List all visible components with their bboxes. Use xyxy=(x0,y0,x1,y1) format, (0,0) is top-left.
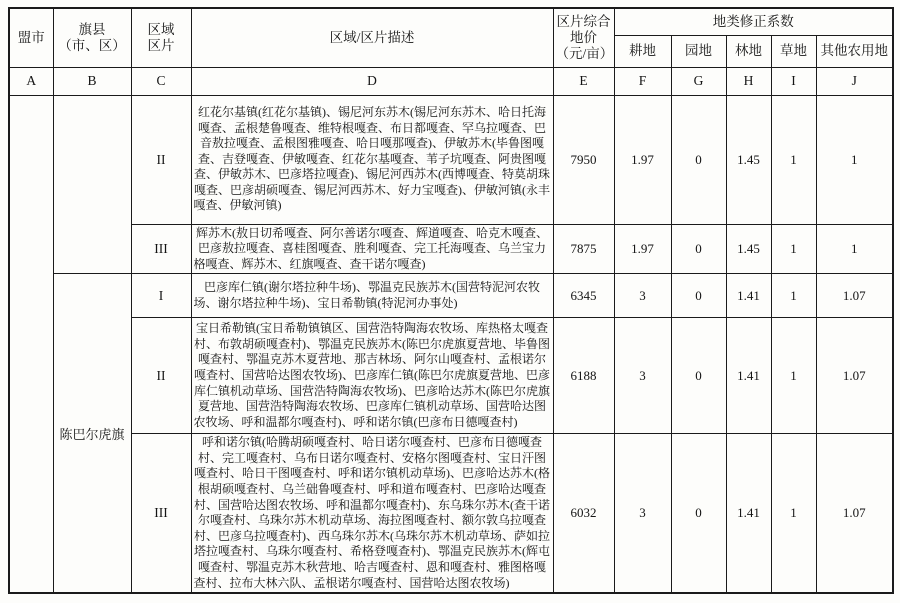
coef-garden-cell: 0 xyxy=(671,434,726,593)
coef-forest-cell: 1.45 xyxy=(726,95,771,224)
coef-grassland-cell: 1 xyxy=(771,95,816,224)
description-cell: 红花尔基镇(红花尔基镇)、锡尼河东苏木(锡尼河东苏木、哈日托海嘎查、孟根楚鲁嘎查、维特根嘎查、布日都嘎查、罕乌拉嘎查、巴音敖拉嘎查、孟根图雅嘎查、哈日嘎那嘎查)、伊敏苏木(毕鲁图嘎查、吉登嘎查、伊敏嘎查、红花尔基嘎查、苇子坑嘎查、阿贵图嘎查、伊敏苏木、巴彦塔拉嘎查)、锡尼河西苏木(西博嘎查、特莫胡珠嘎查、巴彦胡硕嘎查、锡尼河西苏木、好力宝嘎查)、伊敏河镇(永丰嘎查、伊敏河镇) xyxy=(191,95,553,224)
header-price-line1: 区片综合 xyxy=(556,13,611,29)
table-row xyxy=(9,318,893,434)
description-cell: 宝日希勒镇(宝日希勒镇镇区、国营浩特陶海农牧场、库热格太嘎查村、布敦胡硕嘎查村)、鄂温克民族苏木(陈巴尔虎旗夏营地、毕鲁图嘎查村、鄂温克苏木夏营地、那吉林场、阿尔山嘎查村、孟根诺尔嘎查村、国营哈达图农牧场)、巴彦库仁镇(陈巴尔虎旗夏营地、巴彦库仁镇机动草场、国营浩特陶海农牧场)、巴彦哈达苏木(陈巴尔虎旗夏营地、国营浩特陶海农牧场、巴彦库仁镇机动草场、国营哈达图农牧场、呼和温都尔嘎查村)、呼和诺尔镇(巴彦布日德嘎查村) xyxy=(191,318,553,434)
coef-garden-cell: 0 xyxy=(671,318,726,434)
header-quyu-qupian xyxy=(131,8,191,67)
coef-other-cell: 1.07 xyxy=(816,274,893,318)
price-cell: 7875 xyxy=(553,224,614,274)
coef-grassland-cell: 1 xyxy=(771,274,816,318)
coef-other-cell: 1.07 xyxy=(816,434,893,593)
coef-garden-cell: 0 xyxy=(671,274,726,318)
header-coef-farmland: 耕地 xyxy=(614,35,671,67)
header-coef-forest: 林地 xyxy=(726,35,771,67)
column-letter-c: C xyxy=(131,67,191,95)
coef-forest-cell: 1.41 xyxy=(726,274,771,318)
coef-forest-cell: 1.45 xyxy=(726,224,771,274)
description-cell: 呼和诺尔镇(哈腾胡硕嘎查村、哈日诺尔嘎查村、巴彦布日德嘎查村、完工嘎查村、乌布日诺尔嘎查村、安格尔图嘎查村、宝日汗图嘎查村、哈日干图嘎查村、呼和诺尔镇机动草场)、巴彦哈达苏木(格根胡硕嘎查村、乌兰础鲁嘎查村、呼和道布嘎查村、巴彦哈达嘎查村、国营哈达图农牧场、呼和温都尔嘎查村)、东乌珠尔苏木(查干诺尔嘎查村、乌珠尔苏木机动草场、海拉图嘎查村、额尔敦乌拉嘎查村、巴彦乌拉嘎查村)、西乌珠尔苏木(乌珠尔苏木机动草场、萨如拉塔拉嘎查村、乌珠尔嘎查村、希格登嘎查村)、鄂温克民族苏木(辉屯嘎查村、鄂温克苏木秋营地、哈吉嘎查村、恩和嘎查村、雅图格嘎查村、拉布大林六队、孟根诺尔嘎查村、国营哈达图农牧场) xyxy=(191,434,553,593)
header-qixian-line1: 旗县 xyxy=(78,21,106,37)
price-cell: 6032 xyxy=(553,434,614,593)
zone-cell: III xyxy=(131,224,191,274)
table-row xyxy=(9,434,893,593)
coef-garden-cell: 0 xyxy=(671,224,726,274)
coef-farmland-cell: 1.97 xyxy=(614,95,671,224)
table-row xyxy=(9,95,893,224)
coef-other-cell: 1 xyxy=(816,224,893,274)
column-letter-row xyxy=(9,67,893,95)
header-row-1 xyxy=(9,8,893,35)
header-description: 区域/区片描述 xyxy=(191,8,553,67)
price-cell: 6188 xyxy=(553,318,614,434)
header-coef-group: 地类修正系数 xyxy=(614,8,893,35)
header-price-line2: 地价 xyxy=(570,29,597,45)
column-letter-g: G xyxy=(671,67,726,95)
coef-grassland-cell: 1 xyxy=(771,318,816,434)
description-cell: 巴彦库仁镇(谢尔塔拉种牛场)、鄂温克民族苏木(国营特泥河农牧场、谢尔塔拉种牛场)、宝日希勒镇(特泥河办事处) xyxy=(191,274,553,318)
header-mengshi: 盟市 xyxy=(9,8,53,67)
zone-cell: III xyxy=(131,434,191,593)
table-row xyxy=(9,274,893,318)
zone-cell: II xyxy=(131,318,191,434)
header-price xyxy=(553,8,614,67)
coef-other-cell: 1.07 xyxy=(816,318,893,434)
coef-farmland-cell: 3 xyxy=(614,318,671,434)
coef-forest-cell: 1.41 xyxy=(726,318,771,434)
header-price-line3: （元/亩） xyxy=(555,45,614,61)
mengshi-cell xyxy=(9,95,53,593)
header-coef-other: 其他农用地 xyxy=(816,35,893,67)
header-coef-grassland: 草地 xyxy=(771,35,816,67)
zone-cell: I xyxy=(131,274,191,318)
header-coef-garden: 园地 xyxy=(671,35,726,67)
coef-forest-cell: 1.41 xyxy=(726,434,771,593)
coef-garden-cell: 0 xyxy=(671,95,726,224)
coef-grassland-cell: 1 xyxy=(771,434,816,593)
county-cell-group1 xyxy=(53,95,131,274)
column-letter-i: I xyxy=(771,67,816,95)
coef-farmland-cell: 3 xyxy=(614,434,671,593)
column-letter-e: E xyxy=(553,67,614,95)
header-qixian xyxy=(53,8,131,67)
column-letter-b: B xyxy=(53,67,131,95)
county-cell-group2: 陈巴尔虎旗 xyxy=(53,274,131,593)
coef-other-cell: 1 xyxy=(816,95,893,224)
column-letter-a: A xyxy=(9,67,53,95)
zone-cell: II xyxy=(131,95,191,224)
coef-farmland-cell: 3 xyxy=(614,274,671,318)
price-cell: 7950 xyxy=(553,95,614,224)
coef-farmland-cell: 1.97 xyxy=(614,224,671,274)
description-cell: 辉苏木(敖日切希嘎查、阿尔善诺尔嘎查、辉道嘎查、哈克木嘎查、巴彦敖拉嘎查、喜桂图嘎查、胜利嘎查、完工托海嘎查、乌兰宝力格嘎查、辉苏木、红旗嘎查、查干诺尔嘎查) xyxy=(191,224,553,274)
column-letter-h: H xyxy=(726,67,771,95)
column-letter-d: D xyxy=(191,67,553,95)
header-quyu-line1: 区域 xyxy=(147,21,175,37)
coef-grassland-cell: 1 xyxy=(771,224,816,274)
column-letter-f: F xyxy=(614,67,671,95)
price-cell: 6345 xyxy=(553,274,614,318)
land-price-correction-table xyxy=(8,7,894,594)
header-quyu-line2: 区片 xyxy=(147,37,175,53)
header-qixian-line2: （市、区） xyxy=(58,37,126,53)
table-row xyxy=(9,224,893,274)
column-letter-j: J xyxy=(816,67,893,95)
